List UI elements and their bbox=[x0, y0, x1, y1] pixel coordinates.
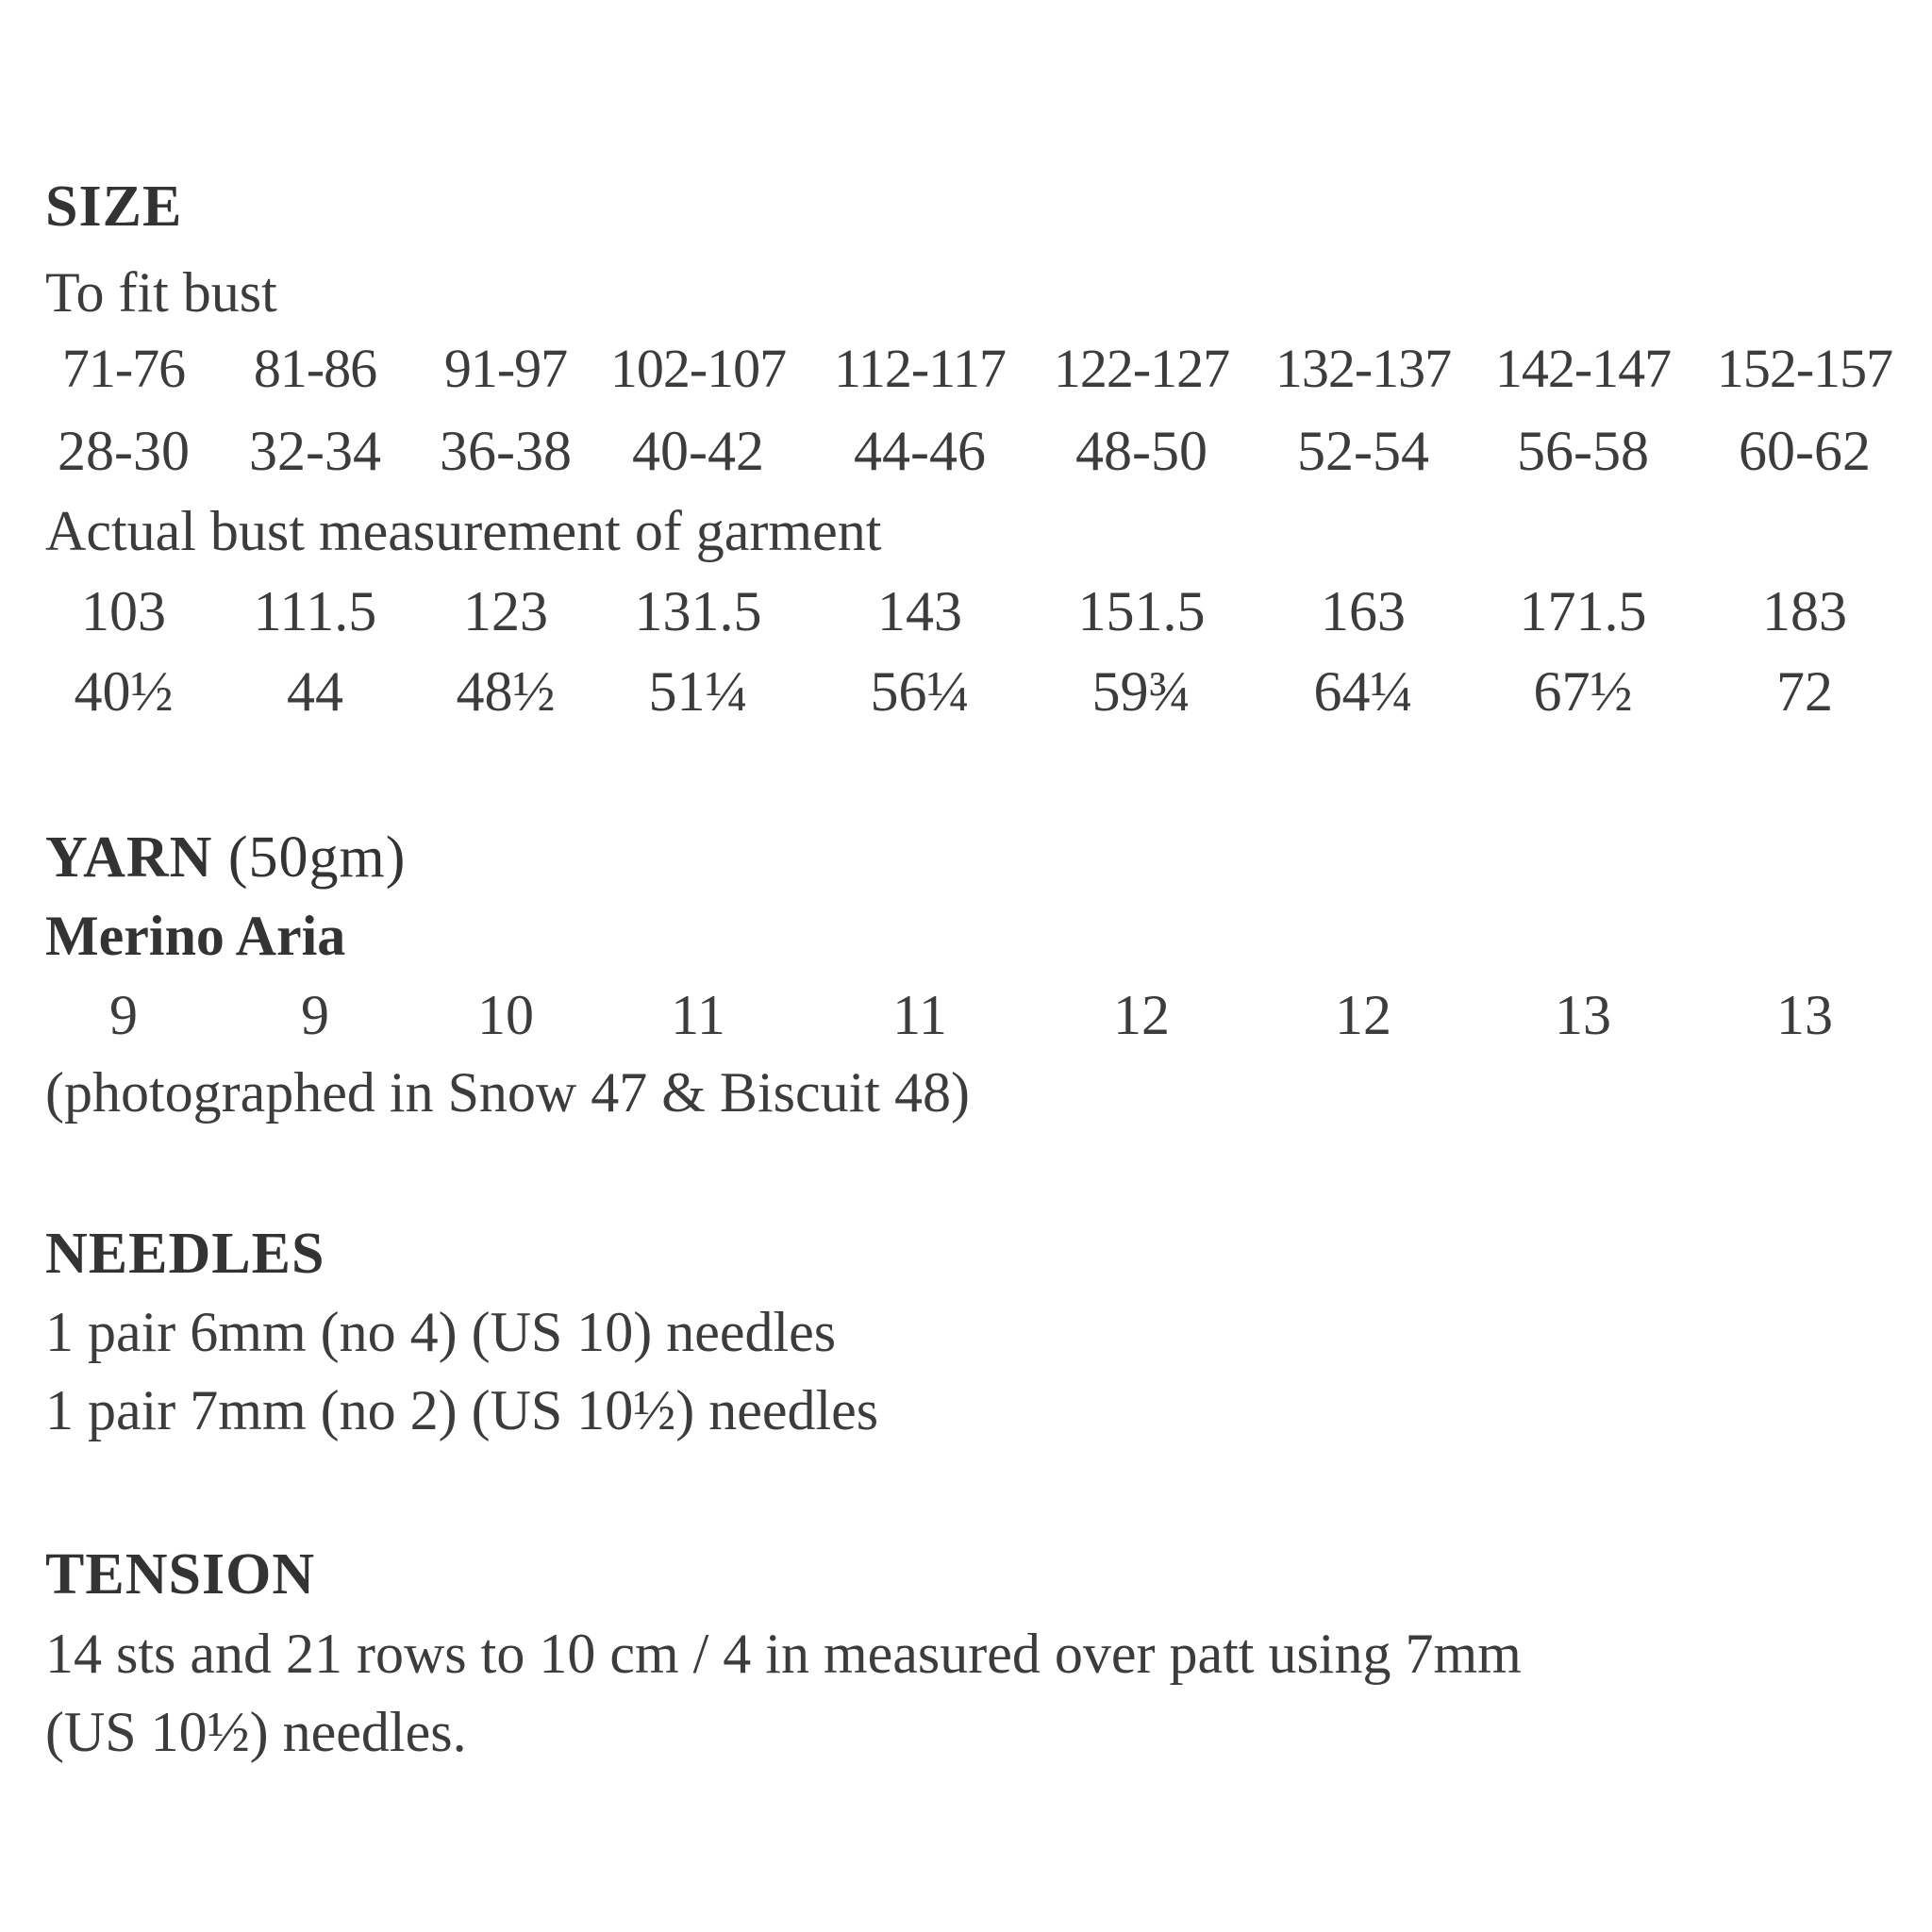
actual-cm-cell: 183 bbox=[1762, 580, 1847, 642]
actual-cm-cell: 123 bbox=[463, 580, 548, 642]
actual-in-cell: 72 bbox=[1776, 660, 1833, 723]
yarn-quantity-row bbox=[0, 984, 1932, 1053]
actual-in-row bbox=[0, 660, 1932, 729]
size-heading: SIZE bbox=[45, 175, 183, 239]
yarn-photographed-note: (photographed in Snow 47 & Biscuit 48) bbox=[45, 1061, 970, 1124]
actual-bust-label: Actual bust measurement of garment bbox=[45, 500, 882, 562]
fit-in-cell: 60-62 bbox=[1739, 420, 1871, 482]
actual-cm-cell: 103 bbox=[81, 580, 166, 642]
fit-in-row bbox=[0, 420, 1932, 489]
actual-in-cell: 59¾ bbox=[1091, 660, 1191, 723]
fit-in-cell: 52-54 bbox=[1297, 420, 1429, 482]
yarn-weight-note: (50gm) bbox=[227, 825, 407, 890]
fit-cm-cell: 112-117 bbox=[833, 338, 1006, 399]
tension-line-1: 14 sts and 21 rows to 10 cm / 4 in measured over patt using 7mm bbox=[45, 1623, 1522, 1685]
actual-cm-cell: 151.5 bbox=[1077, 580, 1206, 642]
actual-in-cell: 64¼ bbox=[1313, 660, 1413, 723]
fit-cm-cell: 142-147 bbox=[1494, 338, 1672, 399]
fit-cm-cell: 152-157 bbox=[1716, 338, 1893, 399]
yarn-quantity-cell: 12 bbox=[1335, 984, 1391, 1046]
yarn-quantity-cell: 12 bbox=[1113, 984, 1170, 1046]
fit-cm-cell: 132-137 bbox=[1274, 338, 1452, 399]
fit-cm-cell: 91-97 bbox=[443, 338, 568, 399]
fit-in-cell: 28-30 bbox=[58, 420, 190, 482]
actual-in-cell: 44 bbox=[287, 660, 343, 723]
actual-cm-row bbox=[0, 580, 1932, 649]
yarn-heading bbox=[45, 825, 407, 890]
needles-line-1: 1 pair 6mm (no 4) (US 10) needles bbox=[45, 1301, 837, 1363]
yarn-quantity-cell: 13 bbox=[1555, 984, 1611, 1046]
fit-in-cell: 32-34 bbox=[249, 420, 381, 482]
yarn-quantity-cell: 11 bbox=[671, 984, 725, 1046]
actual-cm-cell: 111.5 bbox=[253, 580, 377, 642]
fit-cm-cell: 122-127 bbox=[1053, 338, 1230, 399]
fit-in-cell: 56-58 bbox=[1517, 420, 1649, 482]
fit-in-cell: 44-46 bbox=[854, 420, 986, 482]
to-fit-bust-label: To fit bust bbox=[45, 261, 277, 324]
fit-cm-cell: 71-76 bbox=[61, 338, 186, 399]
actual-in-cell: 40½ bbox=[74, 660, 174, 723]
yarn-name: Merino Aria bbox=[45, 905, 346, 967]
yarn-quantity-cell: 9 bbox=[301, 984, 329, 1046]
actual-cm-cell: 131.5 bbox=[634, 580, 762, 642]
fit-in-cell: 48-50 bbox=[1075, 420, 1208, 482]
tension-line-2: (US 10½) needles. bbox=[45, 1701, 467, 1763]
fit-cm-row bbox=[0, 338, 1932, 408]
yarn-quantity-cell: 10 bbox=[477, 984, 534, 1046]
actual-cm-cell: 163 bbox=[1321, 580, 1406, 642]
needles-heading: NEEDLES bbox=[45, 1222, 325, 1286]
actual-cm-cell: 143 bbox=[877, 580, 962, 642]
needles-line-2: 1 pair 7mm (no 2) (US 10½) needles bbox=[45, 1379, 879, 1441]
actual-in-cell: 56¼ bbox=[870, 660, 970, 723]
yarn-quantity-cell: 11 bbox=[892, 984, 947, 1046]
fit-cm-cell: 81-86 bbox=[253, 338, 377, 399]
actual-in-cell: 51¼ bbox=[648, 660, 748, 723]
actual-cm-cell: 171.5 bbox=[1519, 580, 1647, 642]
yarn-quantity-cell: 13 bbox=[1776, 984, 1833, 1046]
fit-cm-cell: 102-107 bbox=[609, 338, 787, 399]
yarn-quantity-cell: 9 bbox=[109, 984, 138, 1046]
actual-in-cell: 67½ bbox=[1533, 660, 1633, 723]
actual-in-cell: 48½ bbox=[456, 660, 556, 723]
tension-heading: TENSION bbox=[45, 1542, 316, 1607]
yarn-heading-label: YARN bbox=[45, 825, 213, 890]
fit-in-cell: 40-42 bbox=[632, 420, 764, 482]
fit-in-cell: 36-38 bbox=[440, 420, 572, 482]
